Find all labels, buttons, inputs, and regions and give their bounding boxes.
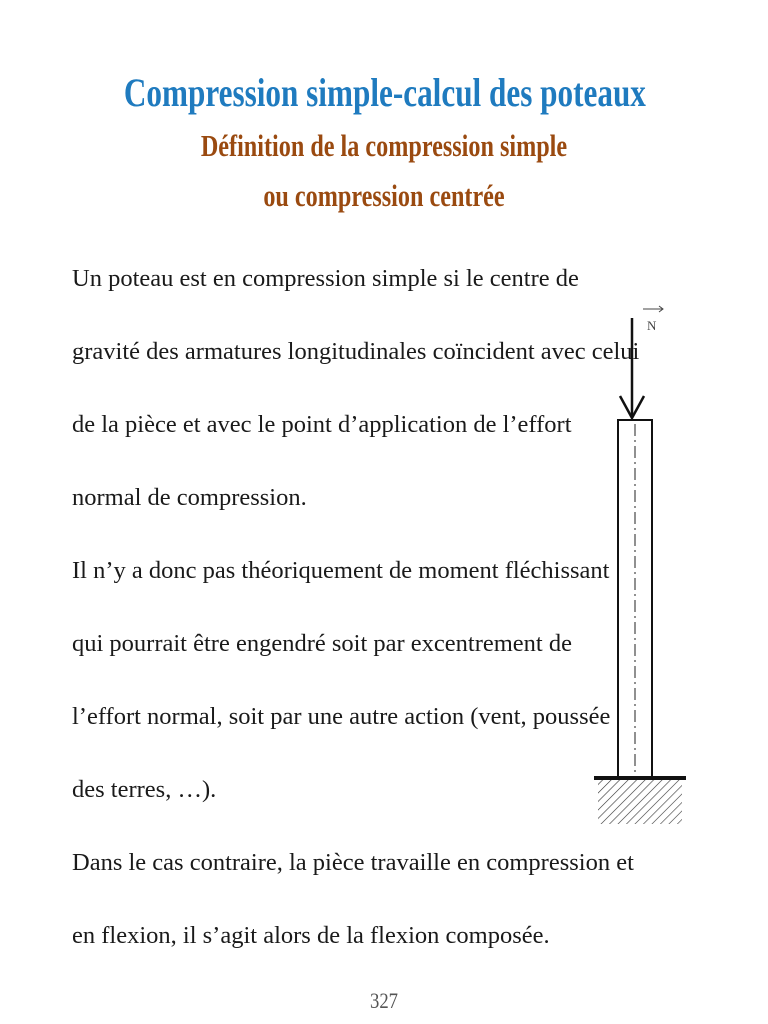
page-number: 327: [369, 988, 399, 1013]
ground-hatch: [598, 780, 682, 824]
column-diagram: [590, 300, 700, 830]
paragraph-line: gravité des armatures longitudinales coïncident avec celui: [72, 338, 640, 365]
paragraph-no-moment: [72, 534, 611, 826]
force-arrow-icon: [620, 318, 644, 418]
paragraph-line: normal de compression.: [72, 484, 307, 511]
section-subtitle-line-1: Définition de la compression simple: [200, 128, 568, 163]
paragraph-line: l’effort normal, soit par une autre action (vent, poussée: [72, 703, 611, 730]
paragraph-line: Dans le cas contraire, la pièce travaille en compression et: [72, 849, 634, 876]
page-title: Compression simple-calcul des poteaux: [123, 70, 646, 115]
paragraph-line: en flexion, il s’agit alors de la flexion composée.: [72, 922, 550, 949]
paragraph-line: de la pièce et avec le point d’application de l’effort: [72, 411, 572, 438]
section-subtitle-line-2: ou compression centrée: [263, 178, 505, 213]
paragraph-line: des terres, …).: [72, 776, 217, 803]
force-label: N: [647, 318, 657, 333]
paragraph-otherwise: [72, 826, 634, 972]
paragraph-definition: [72, 242, 640, 534]
paragraph-line: Il n’y a donc pas théoriquement de moment fléchissant: [72, 557, 610, 584]
paragraph-line: Un poteau est en compression simple si le centre de: [72, 265, 579, 292]
vector-arrow-icon: [643, 306, 663, 312]
paragraph-line: qui pourrait être engendré soit par excentrement de: [72, 630, 572, 657]
